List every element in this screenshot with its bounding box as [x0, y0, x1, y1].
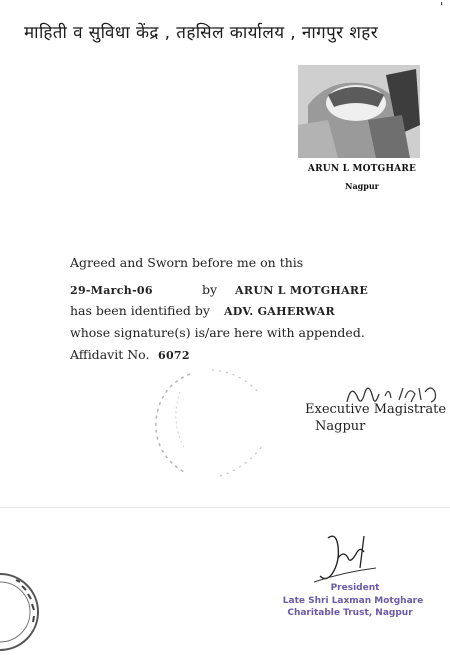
applicant-photo: [298, 65, 420, 158]
page-divider: [0, 507, 450, 508]
office-header: माहिती व सुविधा केंद्र , तहसिल कार्यालय , नागपुर शहर: [24, 23, 379, 43]
faint-round-seal: [150, 368, 270, 484]
corner-mark: ': [440, 0, 444, 14]
photo-caption-name: ARUN L MOTGHARE: [307, 164, 417, 174]
president-stamp-city: Charitable Trust, Nagpur: [287, 608, 413, 618]
sworn-line: Agreed and Sworn before me on this: [70, 255, 304, 270]
magistrate-title: Executive Magistrate: [305, 402, 447, 417]
president-signature: [310, 528, 378, 588]
sworn-date: 29-March-06: [70, 284, 153, 297]
deponent-name: ARUN L MOTGHARE: [235, 284, 369, 297]
president-stamp-trust: Late Shri Laxman Motghare: [282, 596, 424, 606]
identified-label: has been identified by: [70, 303, 210, 318]
affidavit-number: 6072: [157, 349, 190, 362]
by-label: by: [201, 282, 218, 297]
magistrate-city: Nagpur: [315, 419, 366, 434]
round-office-stamp: [0, 560, 50, 658]
identifier-name: ADV. GAHERWAR: [223, 305, 335, 318]
sworn-date-line: [70, 282, 368, 297]
affidavit-number-line: [70, 347, 190, 362]
identified-line: [70, 303, 335, 318]
photo-caption-city: Nagpur: [345, 181, 379, 191]
signature-line: whose signature(s) is/are here with appended.: [70, 325, 365, 340]
president-stamp-title: President: [330, 583, 380, 593]
affidavit-label: Affidavit No.: [70, 347, 150, 362]
